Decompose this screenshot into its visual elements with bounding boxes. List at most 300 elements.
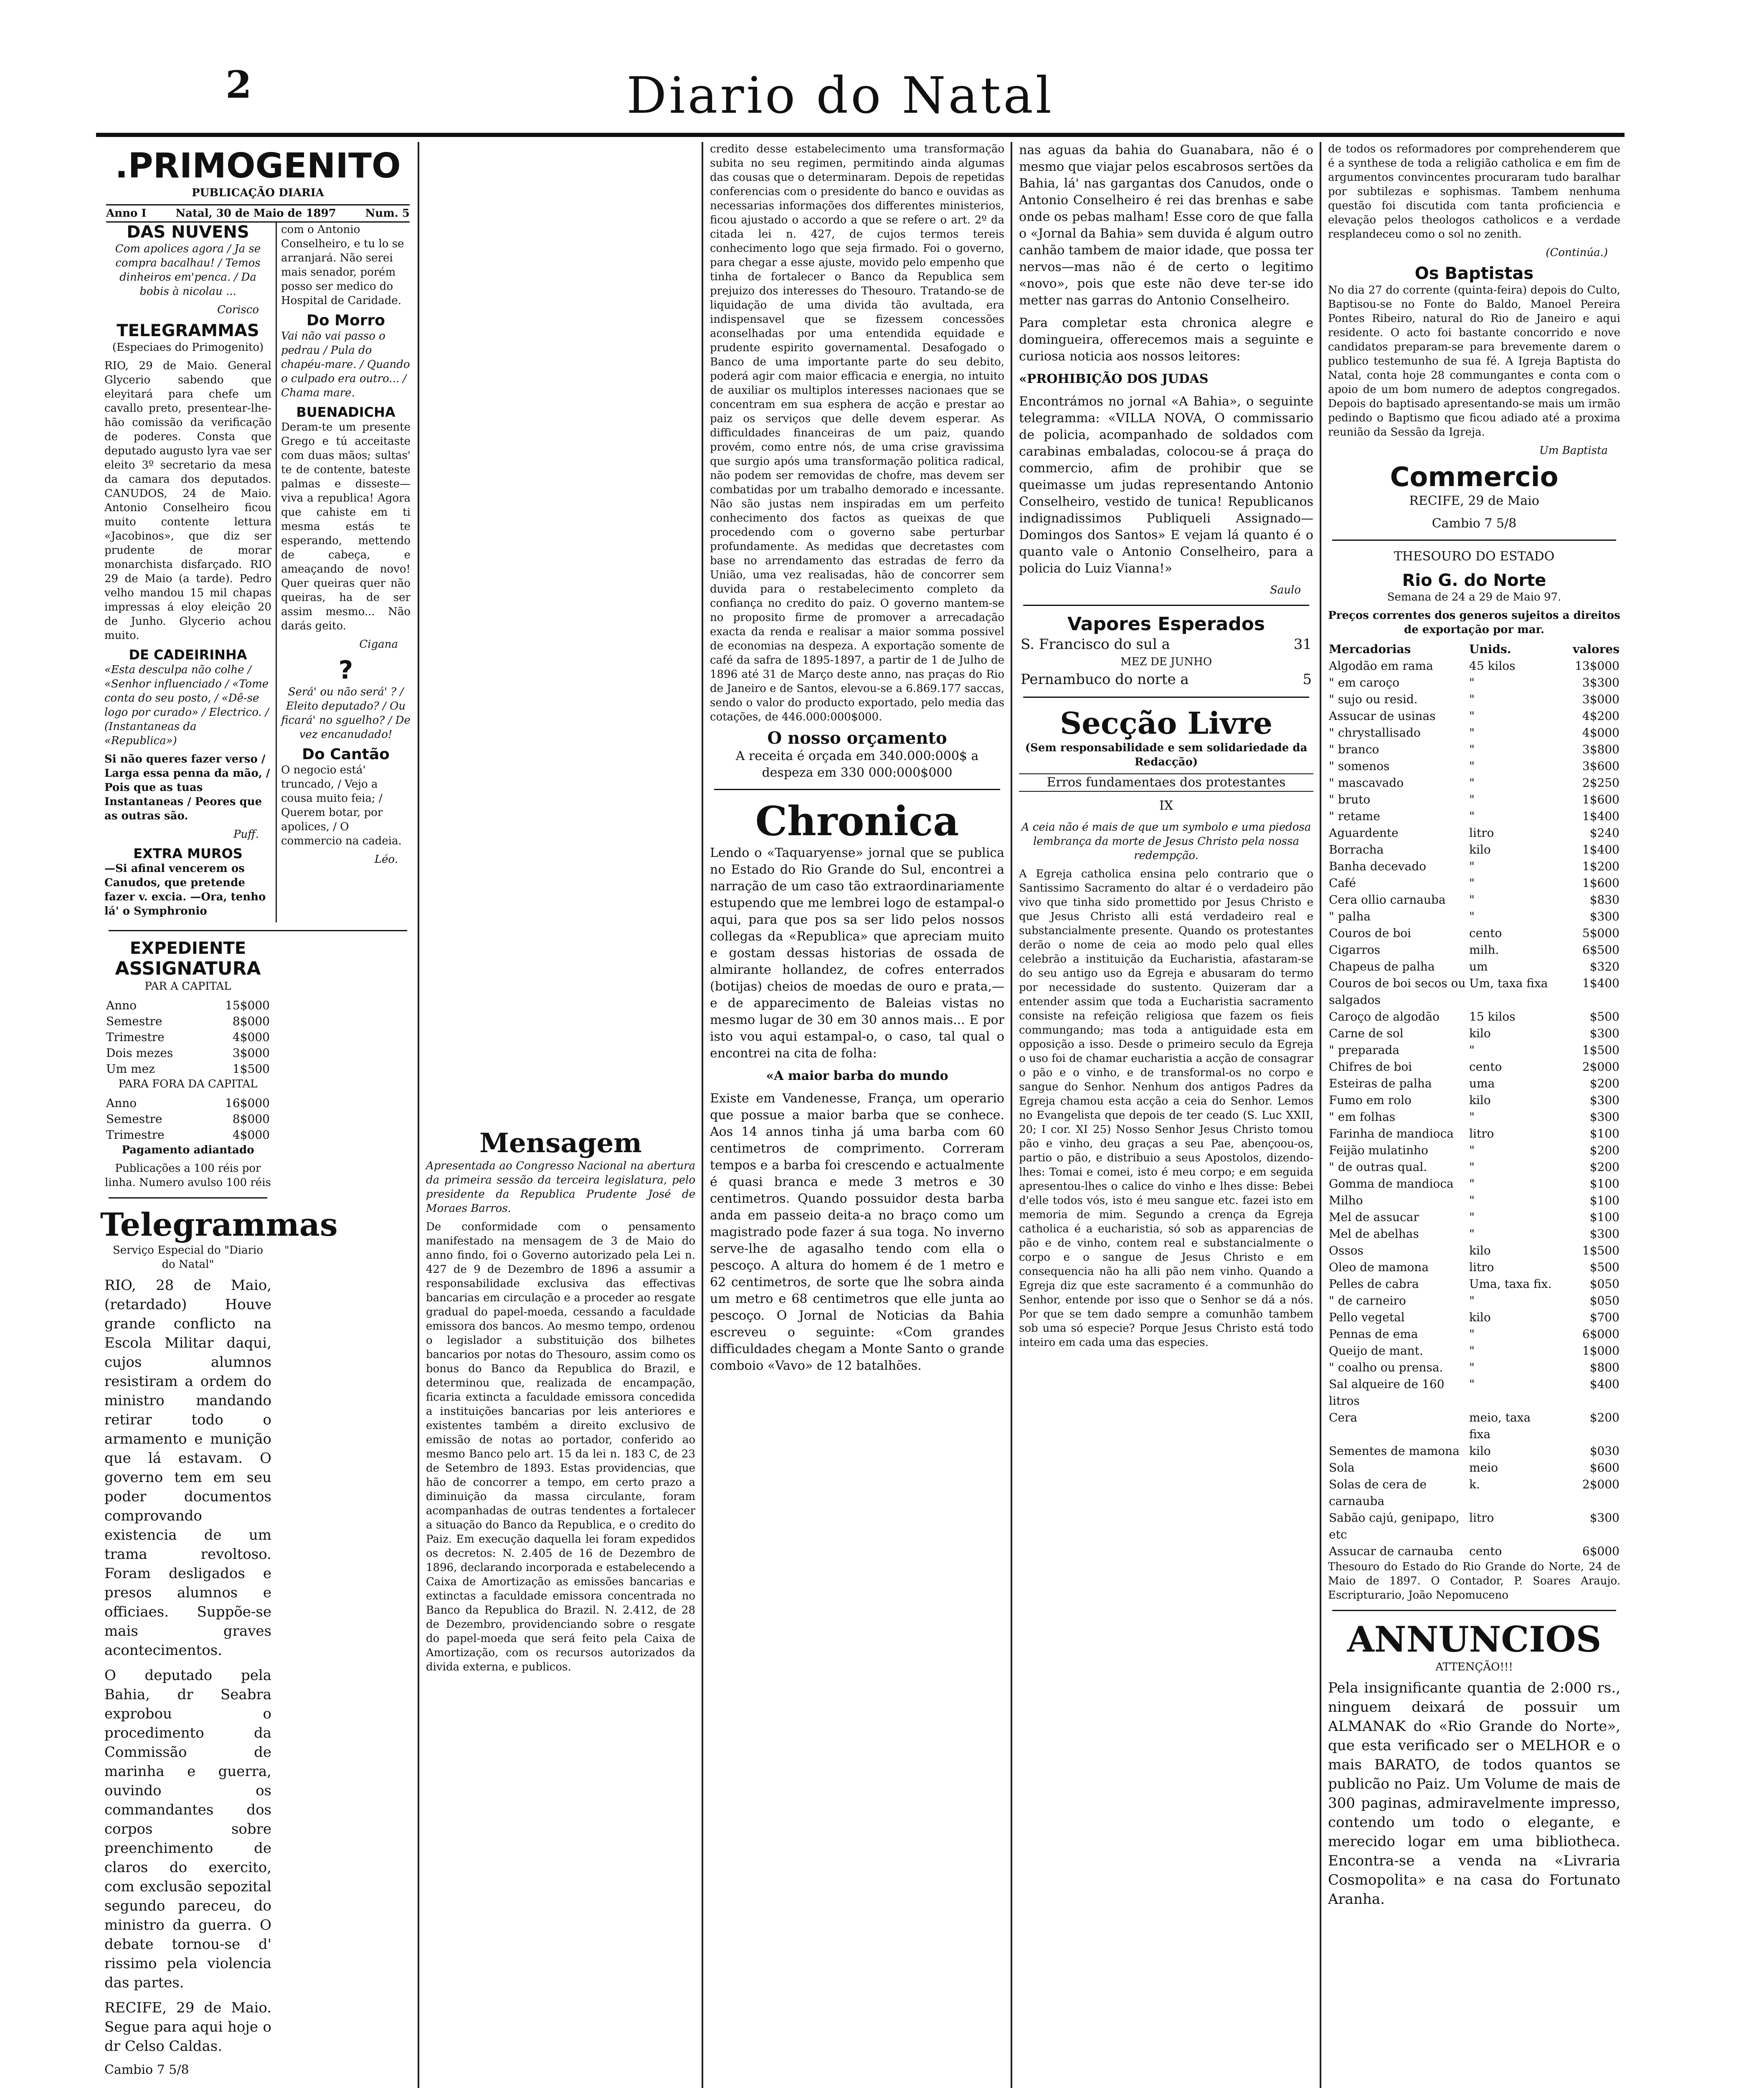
price-unit: " xyxy=(1469,859,1475,873)
header-units: Unids. xyxy=(1469,642,1511,656)
price-row xyxy=(1329,1192,1620,1209)
price-goods: Oleo de mamona xyxy=(1329,1260,1429,1274)
row-label: Um mez xyxy=(106,1062,155,1076)
seccao-livre-sub: (Sem responsabilidade e sem solidariedade da Redacção) xyxy=(1025,742,1308,768)
price-row xyxy=(1329,1309,1620,1326)
row-value: 31 xyxy=(1293,636,1312,653)
price-unit: " xyxy=(1469,709,1475,723)
question-verse: Será' ou não será' ? / Eleito deputado? / Ou ficará' no sguelho? / De vez encanudado! xyxy=(281,686,411,741)
vapores-row xyxy=(1021,654,1312,670)
cantao-verse: O negocio está' truncado, / Vejo a cousa muito feia; / Querem botar, por apolices, / O commercio na cadeia. xyxy=(281,764,402,847)
price-value: $100 xyxy=(1589,1210,1620,1224)
price-row xyxy=(1329,708,1620,725)
question-mark: ? xyxy=(338,656,353,685)
price-unit: Uma, taxa fix. xyxy=(1469,1277,1552,1291)
price-unit: k. xyxy=(1469,1477,1480,1491)
telegrammas-title: TELEGRAMMAS xyxy=(117,321,259,340)
price-unit: kilo xyxy=(1469,1093,1491,1107)
price-row xyxy=(1329,1109,1620,1125)
price-row xyxy=(1329,875,1620,892)
erros-number: IX xyxy=(1159,798,1173,813)
mensagem-body: De conformidade com o pensamento manifestado na mensagem de 3 de Maio do anno findo, foi o Governo autorizado pela Lei n. 427 de 9 de Dezembro de 1896 a assumir a responsabilidade exclusiva das effectivas bancarias em circulação e a proceder ao resgate gradual do papel-moeda, cessando a faculdade emissora dos bancos. Ao mesmo tempo, ordenou o legislador a substituição dos bilhetes bancarios por notas do Thesouro, assim como os bonus do Banco da Republica do Brazil, e determinou que, realizada de encampação, ficaria extincta a faculdade emissora concedida a instituições bancarias por leis anteriores e existentes também a direito exclusivo de emissão de notas ao portador, conferido ao mesmo Banco pelo art. 15 da lei n. 183 C, de 23 de Setembro de 1893. Estas providencias, que hão de concorrer a tempo, em certo prazo a diminuição da massa circulante, foram acompanhadas de outras tendentes a fortalecer a situação do Banco da Republica, e o credito do Paiz. Em execução daquella lei foram expedidos os decretos: N. 2.405 de 16 de Dezembro de 1896, declarando incorporada e estabelecendo a Caixa de Amortização as emissões bancarias e extinctas a faculdade emissora concentrada no Banco da Republica do Brazil. N. 2.412, de 28 de Dezembro, providenciando sobre o resgate do papel-moeda que será feito pela Caixa de Amortização, com os recursos autorizados da divida externa, e publicos. xyxy=(426,1221,695,1673)
price-goods: Chifres de boi xyxy=(1329,1060,1412,1074)
price-row xyxy=(1329,791,1620,808)
price-unit: " xyxy=(1469,876,1475,890)
row-value: 1$500 xyxy=(232,1062,270,1076)
price-row xyxy=(1329,1142,1620,1159)
dateline-year: Anno I xyxy=(106,207,147,220)
price-row xyxy=(1329,1510,1620,1543)
telegrammas-sub: (Especiaes do Primogenito) xyxy=(112,341,264,354)
column-divider xyxy=(702,142,703,2088)
price-row xyxy=(1329,741,1620,758)
price-unit: meio, taxa fixa xyxy=(1469,1411,1531,1441)
header-goods: Mercadorias xyxy=(1329,642,1411,656)
erros-body: A Egreja catholica ensina pelo contrario que o Santissimo Sacramento do altar é o verdadeiro pão vivo que tinha sido promettido por Jesus Christo e que Jesus Christo alli está verdadeiro real e substancialmente presente. Quando os protestantes derão o nome de ceia ao modo pelo qual elles celebrão a instituição da Eucharistia, afastaram-se do seu antigo uso da Egreja e abusaram do termo por necessidade do sustento. Quizeram dar a entender assim que toda a Eucharistia sacramento consiste na refeição religiosa que fazem os fieis commungando; mas toda a antiguidade esta em opposição a isso. Desde o primeiro seculo da Egreja o uso foi de chamar eucharistia a acção de consagrar o pão e o vinho, e de transformal-os no corpo e sangue do Senhor. Nenhum dos antigos Padres da Egreja chamou esta acção a ceia do Senhor. Lemos no Evangelista que depois de ter ceado (S. Luc XXII, 20; I cor. XI 25) Nosso Senhor Jesus Christo tomou pão e vinho, deu graças a seu Pae, abençoou-os, partio o pão, e distribuio a seus Apostolos, dizendo-lhes: Tomai e comei, isto é meu corpo; e em seguida apresentou-lhes o calice do vinho e lhes disse: Bebei d'elle todos vós, isto é meu sangue etc. fazei isto em memoria de mim. Segundo a crença da Egreja catholica é a eucharistia, só sob as apparencias de pão e de vinho, contem real e substancialmente o corpo e o sangue de Jesus Christo e em consequencia não ha alli pão nem vinho. Quando a Egreja diz que este sacramento é a communhão do Senhor, entende por isso que o Senhor se dá a nós. Por que se tem dado sempre a comunhão tambem sob uma só especie? Porque Jesus Christo está todo inteiro em cada uma das especies. xyxy=(1019,868,1313,1349)
cadeirinha-title: DE CADEIRINHA xyxy=(129,647,247,663)
telegrammas-text-2: O deputado pela Bahia, dr Seabra exprobou o procedimento da Commissão de marinha e guerra, ouvindo os commandantes dos corpos sobre preenchimento de claros do exercito, com exclusão sepozital segundo pareceu, do ministro da guerra. O debate tornou-se d' rissimo pela violencia das partes. xyxy=(104,1667,271,1991)
price-value: $200 xyxy=(1589,1143,1620,1157)
extra-muros-title: EXTRA MUROS xyxy=(133,846,243,862)
price-value: $300 xyxy=(1589,1026,1620,1040)
price-value: $050 xyxy=(1589,1294,1620,1308)
price-value: $100 xyxy=(1589,1127,1620,1140)
price-unit: kilo xyxy=(1469,1244,1491,1257)
price-unit: " xyxy=(1469,676,1475,689)
thesouro-title: THESOURO DO ESTADO xyxy=(1394,549,1555,564)
price-goods: " em folhas xyxy=(1329,1110,1396,1124)
row-value: 5 xyxy=(1303,671,1312,688)
price-row xyxy=(1329,1125,1620,1142)
expediente-block xyxy=(100,939,338,2084)
cantao-title: Do Cantão xyxy=(302,746,390,763)
price-row xyxy=(1329,1092,1620,1109)
price-goods: Sola xyxy=(1329,1461,1355,1475)
baptistas-title: Os Baptistas xyxy=(1414,264,1534,283)
price-unit: " xyxy=(1469,893,1475,907)
price-value: 2$250 xyxy=(1582,776,1620,790)
continua: (Continúa.) xyxy=(1546,246,1608,259)
price-goods: Cigarros xyxy=(1329,943,1380,957)
price-goods: " em caroço xyxy=(1329,676,1399,689)
row-label: Anno xyxy=(106,998,137,1012)
price-row xyxy=(1329,1226,1620,1242)
dateline-number: Num. 5 xyxy=(365,207,410,220)
assignatura-row xyxy=(106,1029,270,1045)
price-unit: um xyxy=(1469,960,1488,973)
price-value: $320 xyxy=(1589,960,1620,973)
price-row xyxy=(1329,775,1620,791)
price-value: $300 xyxy=(1589,1093,1620,1107)
price-goods: " sujo ou resid. xyxy=(1329,692,1418,706)
price-value: 3$600 xyxy=(1582,759,1620,773)
price-value: $830 xyxy=(1589,893,1620,907)
price-unit: 45 kilos xyxy=(1469,659,1516,673)
divider xyxy=(109,1197,267,1199)
price-row xyxy=(1329,725,1620,741)
price-goods: Pennas de ema xyxy=(1329,1327,1418,1341)
commercio-title: Commercio xyxy=(1390,462,1559,493)
price-row xyxy=(1329,1292,1620,1309)
chronica-title: Chronica xyxy=(755,798,959,845)
price-goods: Feijão mulatinho xyxy=(1329,1143,1428,1157)
price-value: 2$000 xyxy=(1582,1477,1620,1491)
price-value: 1$400 xyxy=(1582,843,1620,856)
column-4 xyxy=(1015,142,1318,2088)
price-unit: " xyxy=(1469,1194,1475,1207)
price-unit: " xyxy=(1469,692,1475,706)
price-unit: " xyxy=(1469,1294,1475,1308)
price-row xyxy=(1329,1359,1620,1376)
morro-title: Do Morro xyxy=(307,312,385,329)
empty-right xyxy=(276,939,413,2084)
price-goods: Couros de boi secos ou salgados xyxy=(1329,976,1466,1007)
price-value: 5$000 xyxy=(1582,926,1620,940)
telegrammas-body: RIO, 29 de Maio. General Glycerio sabendo que eleyitará para chefe um cavallo preto, presentear-lhe-hão comissão da verificação de poderes. Consta que deputado augusto lyra vae ser eleito 3º secretario da mesa da camara dos deputados. CANUDOS, 24 de Maio. Antonio Conselheiro ficou muito contente lettura «Jacobinos», que diz ser prudente de morar monarchista disfarçado. RIO 29 de Maio (a tarde). Pedro velho mandou 15 mil chapas impressas á eloy eleição 20 de Junho. Glycerio achou muito. xyxy=(104,360,271,642)
expediente-title: EXPEDIENTE xyxy=(129,939,246,958)
row-label: MEZ DE JUNHO xyxy=(1120,656,1212,668)
row-value: 4$000 xyxy=(232,1030,270,1044)
price-row xyxy=(1329,1343,1620,1359)
telegrammas-cambio: Cambio 7 5/8 xyxy=(104,2063,189,2077)
price-value: 6$500 xyxy=(1582,943,1620,957)
price-goods: Pello vegetal xyxy=(1329,1310,1405,1324)
price-unit: " xyxy=(1469,809,1475,823)
row-value: 8$000 xyxy=(232,1014,270,1028)
price-row xyxy=(1329,1476,1620,1510)
price-unit: cento xyxy=(1469,926,1502,940)
row-label: Trimestre xyxy=(106,1030,165,1044)
column-divider xyxy=(418,142,419,2088)
price-row xyxy=(1329,975,1620,1009)
price-unit: " xyxy=(1469,1143,1475,1157)
row-label: Semestre xyxy=(106,1112,162,1126)
price-unit: litro xyxy=(1469,1260,1494,1274)
price-row xyxy=(1329,758,1620,775)
price-unit: " xyxy=(1469,759,1475,773)
assignatura-row xyxy=(106,998,270,1014)
price-row xyxy=(1329,658,1620,674)
pagamento: Pagamento adiantado xyxy=(122,1144,254,1156)
price-row xyxy=(1329,1159,1620,1176)
price-unit: " xyxy=(1469,1377,1475,1391)
price-unit: " xyxy=(1469,726,1475,740)
price-goods: Aguardente xyxy=(1329,826,1399,840)
price-unit: cento xyxy=(1469,1060,1502,1074)
price-value: $050 xyxy=(1589,1277,1620,1291)
price-row xyxy=(1329,1443,1620,1460)
price-unit: litro xyxy=(1469,1511,1494,1525)
price-goods: " bruto xyxy=(1329,793,1371,806)
extra-muros-body: —Si afinal vencerem os Canudos, que pretende fazer v. excia. —Ora, tenho lá' o Symphronio xyxy=(104,862,266,917)
price-row xyxy=(1329,1242,1620,1259)
row-label: Semestre xyxy=(106,1014,162,1028)
buenadicha-title: BUENADICHA xyxy=(296,404,395,420)
price-row xyxy=(1329,1009,1620,1025)
price-value: $800 xyxy=(1589,1361,1620,1374)
price-goods: " coalho ou prensa. xyxy=(1329,1361,1443,1374)
price-goods: Algodão em rama xyxy=(1329,659,1433,673)
price-goods: Caroço de algodão xyxy=(1329,1010,1440,1024)
price-goods: Sal alqueire de 160 litros xyxy=(1329,1377,1445,1408)
price-goods: Fumo em rolo xyxy=(1329,1093,1412,1107)
price-table xyxy=(1324,658,1625,1560)
price-unit: " xyxy=(1469,793,1475,806)
price-unit: " xyxy=(1469,742,1475,756)
price-value: 13$000 xyxy=(1575,659,1620,673)
price-value: 6$000 xyxy=(1582,1327,1620,1341)
price-value: 1$500 xyxy=(1582,1244,1620,1257)
row-value: 3$000 xyxy=(232,1046,270,1060)
price-row xyxy=(1329,1025,1620,1042)
row-value: 16$000 xyxy=(225,1096,270,1110)
dateline-date: Natal, 30 de Maio de 1897 xyxy=(175,207,336,220)
continued-text: com o Antonio Conselheiro, e tu lo se arranjará. Não serei mais senador, porém posso ser medico do Hospital de Caridade. xyxy=(281,223,404,307)
header-values: valores xyxy=(1572,642,1620,656)
divider xyxy=(1332,540,1616,541)
fora-row xyxy=(106,1111,270,1127)
thesouro-desc: Preços correntes dos generos sujeitos a direitos de exportação por mar. xyxy=(1328,609,1620,636)
annuncios-body: Pela insignificante quantia de 2:000 rs., ninguem deixará de possuir um ALMANAK do «Rio Grande do Norte», que esta verificado ser o MELHOR e o mais BARATO, de todos quantos se publicão no Paiz. Um Volume de mais de 300 paginas, admiravelmente impresso, contendo um todo o elegante, e merecido logar em uma bibliotheca. Encontra-se a venda na «Livraria Cosmopolita» e na casa do Fortunato Aranha. xyxy=(1328,1680,1620,1908)
price-goods: " retame xyxy=(1329,809,1380,823)
price-row xyxy=(1329,1543,1620,1560)
row-value: 4$000 xyxy=(232,1128,270,1142)
price-goods: Borracha xyxy=(1329,843,1384,856)
price-unit: " xyxy=(1469,1177,1475,1191)
price-value: $300 xyxy=(1589,1110,1620,1124)
price-goods: Sementes de mamona xyxy=(1329,1444,1460,1458)
price-goods: Ossos xyxy=(1329,1244,1364,1257)
price-value: $200 xyxy=(1589,1077,1620,1090)
chronica-body: Lendo o «Taquaryense» jornal que se publica no Estado do Rio Grande do Sul, encontrei a narração de um caso tão extraordinariamente estupendo que me lembrei logo de estampal-o aqui, para que pos sa ser lido pelos nossos collegas da «Republica» que apreciam muito e gostam dessas historias de ossada de almirante hollandez, de cofres enterrados (botijas) cheios de moedas de ouro e prata,—e de apparecimento de Baleias vistas no mesmo lugar de 30 em 30 annos mais... E por isto vou aqui estampal-o, o caso, tal qual o encontrei na cita de folha: xyxy=(710,846,1004,1061)
price-goods: Mel de abelhas xyxy=(1329,1227,1419,1241)
price-unit: " xyxy=(1469,1160,1475,1174)
erros-continued: de todos os reformadores por comprehenderem que é a synthese de toda a religião catholica e em fim de argumentos convincentes procuraram tudo baralhar por subtilezas e sophismas. Tambem nenhuma questão foi discutida com tanta proficiencia e elevação pelos theologos catholicos e a verdade resplandeceu como o sol no zenith. xyxy=(1328,143,1620,241)
price-value: 1$500 xyxy=(1582,1043,1620,1057)
baptistas-sign: Um Baptista xyxy=(1539,444,1608,457)
price-goods: Cera ollio carnauba xyxy=(1329,893,1446,907)
price-goods: Assucar de usinas xyxy=(1329,709,1436,723)
price-unit: litro xyxy=(1469,1127,1494,1140)
cantao-sign: Léo. xyxy=(374,853,398,866)
thesouro-week: Semana de 24 a 29 de Maio 97. xyxy=(1387,591,1561,603)
primogenito-title: .PRIMOGENITO xyxy=(115,146,401,186)
price-value: $700 xyxy=(1589,1310,1620,1324)
primogenito-subtitle: PUBLICAÇÃO DIARIA xyxy=(192,187,324,199)
price-row xyxy=(1329,1259,1620,1276)
thesouro-header xyxy=(1329,641,1620,658)
row-label: Anno xyxy=(106,1096,137,1110)
mensagem-continued: credito desse estabelecimento uma transformação subita no seu regimen, permitindo ainda algumas das cousas que o determinaram. Depois de repetidas conferencias com o presidente do banco e ouvidas as necessarias informações dos differentes ministerios, ficou ajustado o accordo a que se refere o art. 2º da citada lei n. 427, de cujos termos tereis conhecimento logo que seja firmado. Foi o governo, para chegar a esse ajuste, movido pelo empenho que tinha de fortalecer o Banco da Republica sem prejuizo dos interesses do Thesouro. Tratando-se de liquidação de uma divida tão avultada, era indispensavel que se fizessem concessões aconselhadas por uma entendida equidade e prudente espirito governamental. Desafogado o Banco de uma importante parte do seu debito, poderá agir com maior efficacia e energia, no intuito de auxiliar os multiplos interesses nacionaes que se concentram em sua esphera de acção e prestar ao paiz os serviços que delle devem esperar. As difficuldades financeiras de um paiz, quando provém, como entre nós, de uma crise gravissima que surgio após uma transformação politica radical, não podem ser removidas de chofre, mas devem ser combatidas por um trabalho demorado e incessante. Não são justas nem inspiradas em um perfeito conhecimento dos factos as queixas de que procedendo com o governo sabe perturbar profundamente. As medidas que decretastes com base no arrendamento das estradas de ferro da União, uma vez realisadas, hão de concorrer sem duvida para o restabelecimento completo da confiança no credito do paiz. O governo mantem-se no proposito firme de promover a arrecadação exacta da renda e realisar a maior somma possivel de economias na despeza. A exportação somente de café da safra de 1895-1897, a partir de 1 de Julho de 1896 até 31 de Março deste anno, nas praças do Rio de Janeiro e de Santos, elevou-se a 6.869.177 saccas, sendo o valor do producto exportado, pelo media das cotações, de 446.000:000$000. xyxy=(710,143,1004,723)
price-value: 1$600 xyxy=(1582,876,1620,890)
price-unit: " xyxy=(1469,776,1475,790)
price-goods: Esteiras de palha xyxy=(1329,1077,1432,1090)
price-goods: Pelles de cabra xyxy=(1329,1277,1419,1291)
price-row xyxy=(1329,1042,1620,1059)
assignatura-sub: PAR A CAPITAL xyxy=(144,980,231,993)
buenadicha-sign: Cigana xyxy=(359,638,398,651)
price-unit: uma xyxy=(1469,1077,1495,1090)
lower-subcolumns xyxy=(100,939,416,2084)
price-goods: " somenos xyxy=(1329,759,1390,773)
column-divider xyxy=(1320,142,1321,2088)
baptistas-body: No dia 27 do corrente (quinta-feira) depois do Culto, Baptisou-se no Fonte do Baldo, Manoel Pereira Pontes Ribeiro, natural do Rio de Janeiro e aqui residente. O acto foi bastante concorrido e nove candidatos preparam-se para brevemente darem o publico testemunho de sua fé. A Igreja Baptista do Natal, conta hoje 28 commungantes e conta com o apoio de um bom numero de adeptos congregados. Depois do baptisado apresentando-se mais um irmão pedindo o Baptismo que ficou adiado até a proxima reunião da Sessão da Igreja. xyxy=(1328,284,1620,438)
price-value: $300 xyxy=(1589,1511,1620,1525)
annuncios-sub: ATTENÇÃO!!! xyxy=(1435,1661,1513,1673)
divider xyxy=(109,930,407,931)
price-unit: milh. xyxy=(1469,943,1499,957)
price-value: 1$600 xyxy=(1582,793,1620,806)
price-goods: Queijo de mant. xyxy=(1329,1344,1423,1358)
morro-body: Vai não vai passo o pedrau / Pula do chapéu-mare. / Quando o culpado era outro... / Chama mare. xyxy=(281,330,410,399)
divider xyxy=(1023,697,1309,698)
two-subcolumns xyxy=(100,223,416,922)
price-goods: " mascavado xyxy=(1329,776,1404,790)
telegrammas-service: Serviço Especial do "Diario do Natal" xyxy=(112,1244,263,1271)
price-value: 4$000 xyxy=(1582,726,1620,740)
price-row xyxy=(1329,1276,1620,1292)
row-value: 8$000 xyxy=(232,1112,270,1126)
price-row xyxy=(1329,908,1620,925)
dateline xyxy=(106,204,410,223)
price-row xyxy=(1329,691,1620,708)
price-unit: " xyxy=(1469,1210,1475,1224)
price-unit: kilo xyxy=(1469,1026,1491,1040)
thesouro-sub: Rio G. do Norte xyxy=(1402,571,1546,590)
price-unit: kilo xyxy=(1469,1310,1491,1324)
price-row xyxy=(1329,1075,1620,1092)
assignatura-row xyxy=(106,1014,270,1029)
price-row xyxy=(1329,1460,1620,1476)
thesouro-footer: Thesouro do Estado do Rio Grande do Norte, 24 de Maio de 1897. O Contador, P. Soares Araujo. Escripturario, João Nepomuceno xyxy=(1328,1561,1620,1601)
barba-title: «A maior barba do mundo xyxy=(766,1069,948,1083)
price-row xyxy=(1329,1409,1620,1443)
price-row xyxy=(1329,825,1620,841)
prohibicao-body: Encontrámos no jornal «A Bahia», o seguinte telegramma: «VILLA NOVA, O commissario de policia, acompanhado de soldados com carabinas embaladas, colocou-se á praça do commercio, afim de prohibir que se queimasse um judas representando Antonio Conselheiro, vestido de tunica! Republicanos indignadissimos Publiqueli Assignado—Domingos dos Santos» E vejam lá quanto é o quanto vale o Antonio Conselheiro, para a policia do Luiz Vianna!» xyxy=(1019,394,1313,576)
price-value: $100 xyxy=(1589,1194,1620,1207)
column-1 xyxy=(100,142,416,2088)
vapores-row xyxy=(1021,635,1312,654)
price-goods: Milho xyxy=(1329,1194,1363,1207)
page-number: 2 xyxy=(226,63,252,107)
nuvens-sign: Corisco xyxy=(217,304,259,316)
price-value: $500 xyxy=(1589,1260,1620,1274)
price-row xyxy=(1329,1059,1620,1075)
orcamento-body: A receita é orçada em 340.000:000$ a despeza em 330 000:000$000 xyxy=(735,749,979,780)
price-value: 1$400 xyxy=(1582,809,1620,823)
price-unit: " xyxy=(1469,1043,1475,1057)
price-goods: Chapeus de palha xyxy=(1329,960,1435,973)
annuncios-title: ANNUNCIOS xyxy=(1347,1619,1602,1660)
price-goods: Couros de boi xyxy=(1329,926,1411,940)
price-unit: " xyxy=(1469,1327,1475,1341)
price-row xyxy=(1329,808,1620,825)
cadeirinha-verse-2: Si não queres fazer verso / Larga essa penna da mão, / Pois que as tuas Instantaneas / Peores que as outras são. xyxy=(104,753,270,822)
price-goods: Mel de assucar xyxy=(1329,1210,1419,1224)
telegrammas-text-3: RECIFE, 29 de Maio. Segue para aqui hoje o dr Celso Caldas. xyxy=(104,1999,271,2055)
price-row xyxy=(1329,1376,1620,1409)
price-row xyxy=(1329,858,1620,875)
row-label: S. Francisco do sul a xyxy=(1021,636,1170,653)
seccao-livre-title: Secção Livre xyxy=(1060,705,1272,741)
price-unit: " xyxy=(1469,1344,1475,1358)
price-value: 4$200 xyxy=(1582,709,1620,723)
price-value: $500 xyxy=(1589,1010,1620,1024)
price-row xyxy=(1329,1176,1620,1192)
price-goods: Carne de sol xyxy=(1329,1026,1404,1040)
price-value: $200 xyxy=(1589,1160,1620,1174)
column-3 xyxy=(706,142,1009,2088)
row-value: 15$000 xyxy=(225,998,270,1012)
assignatura-title: ASSIGNATURA xyxy=(115,958,261,979)
price-row xyxy=(1329,1209,1620,1226)
nuvens-title: DAS NUVENS xyxy=(127,223,249,242)
row-label: Trimestre xyxy=(106,1128,165,1142)
buenadicha-body: Deram-te um presente Grego e tú acceitaste com duas mãos; sultas' te de contente, bateste palmas e disseste—viva a republica! Agora que cahiste em ti mesma estás te esperando, mettendo de cabeça, e ameaçando de novo! Quer queiras quer não queiras, ha de ser assim mesmo... Não darás geito. xyxy=(281,421,411,632)
row-label: Pernambuco do norte a xyxy=(1021,671,1189,688)
price-goods: " de carneiro xyxy=(1329,1294,1406,1308)
assignatura-row xyxy=(106,1061,270,1077)
erros-quote: A ceia não é mais de que um symbolo e uma piedosa lembrança da morte de Jesus Christo pela nossa redempção. xyxy=(1021,821,1311,862)
divider xyxy=(1332,1610,1616,1611)
price-value: 1$000 xyxy=(1582,1344,1620,1358)
top-rule xyxy=(96,133,1625,137)
price-row xyxy=(1329,925,1620,942)
row-label: Dois mezes xyxy=(106,1046,173,1060)
nuvens-verse: Com apolices agora / Ja se compra bacalhau! / Temos dinheiros em'penca. / Da bobis à nicolau ... xyxy=(115,243,261,298)
chronica-continued: nas aguas da bahia do Guanabara, não é o mesmo que viajar pelos escabrosos sertões da Bahia, lá' nas gargantas dos Canudos, onde o Antonio Conselheiro é rei das brenhas e sabe onde os pebas malham! Esse coro de que falla o «Jornal da Bahia» sem duvida é algum outro canhão tambem de maior idade, que possa ter nervos—mas não é de certo o legitimo «novo», pois que este não deve ter-se ido metter nas garras do Antonio Conselheiro. xyxy=(1019,143,1313,308)
price-value: 6$000 xyxy=(1582,1544,1620,1558)
price-unit: 15 kilos xyxy=(1469,1010,1516,1024)
mensagem-title: Mensagem xyxy=(479,1128,642,1159)
price-goods: Gomma de mandioca xyxy=(1329,1177,1454,1191)
masthead: Diario do Natal xyxy=(626,67,1054,125)
price-goods: " palha xyxy=(1329,910,1371,923)
vapores-title: Vapores Esperados xyxy=(1067,613,1265,635)
price-unit: " xyxy=(1469,1110,1475,1124)
barba-body: Existe em Vandenesse, França, um operario que possue a maior barba que se conhece. Aos 14 annos tinha já uma barba com 60 centimetros de comprimento. Correram tempos e a barba foi crescendo e actualmente é quasi branca e mede 3 metros e 30 centimetros. Quando possuidor desta barba anda em passeio deita-a no braço como um magistrado pode fazer á sua toga. No inverno serve-lhe de agasalho tendo com ella o pescoço. A altura do homem é de 1 metro e 62 centimetros, de sorte que lhe sobra ainda um metro e 68 centimetros que elle junta ao pescoço. O Jornal de Noticias da Bahia escreveu o seguinte: «Com grandes difficuldades chegam a Monte Santo o grande comboio «Vavo» de 12 batalhões. xyxy=(710,1091,1004,1373)
erros-title: Erros fundamentaes dos protestantes xyxy=(1019,773,1313,792)
price-row xyxy=(1329,674,1620,691)
price-row xyxy=(1329,1326,1620,1343)
price-row xyxy=(1329,892,1620,908)
price-goods: " de outras qual. xyxy=(1329,1160,1427,1174)
price-value: 3$800 xyxy=(1582,742,1620,756)
price-row xyxy=(1329,942,1620,958)
price-value: 2$000 xyxy=(1582,1060,1620,1074)
price-goods: " preparada xyxy=(1329,1043,1399,1057)
fora-sub: PARA FORA DA CAPITAL xyxy=(118,1078,258,1090)
assignatura-row xyxy=(106,1045,270,1061)
mensagem-sub: Apresentada ao Congresso Nacional na abertura da primeira sessão da terceira legislatura, pelo presidente da Republica Prudente José de Moraes Barros. xyxy=(426,1160,695,1215)
orcamento-title: O nosso orçamento xyxy=(767,728,947,748)
price-unit: kilo xyxy=(1469,843,1491,856)
price-value: $200 xyxy=(1589,1411,1620,1424)
price-unit: litro xyxy=(1469,826,1494,840)
price-goods: Sabão cajú, genipapo, etc xyxy=(1329,1511,1460,1541)
column-divider xyxy=(1011,142,1012,2088)
price-value: $240 xyxy=(1589,826,1620,840)
price-goods: Cera xyxy=(1329,1411,1358,1424)
publicacoes: Publicações a 100 réis por linha. Numero avulso 100 réis xyxy=(105,1162,271,1189)
price-row xyxy=(1329,841,1620,858)
price-unit: Um, taxa fixa xyxy=(1469,976,1548,990)
commercio-cambio: Cambio 7 5/8 xyxy=(1432,516,1517,531)
telegrammas-heading: Telegrammas xyxy=(100,1206,338,1243)
price-unit: " xyxy=(1469,1361,1475,1374)
price-value: $300 xyxy=(1589,910,1620,923)
price-value: 1$400 xyxy=(1582,976,1620,990)
